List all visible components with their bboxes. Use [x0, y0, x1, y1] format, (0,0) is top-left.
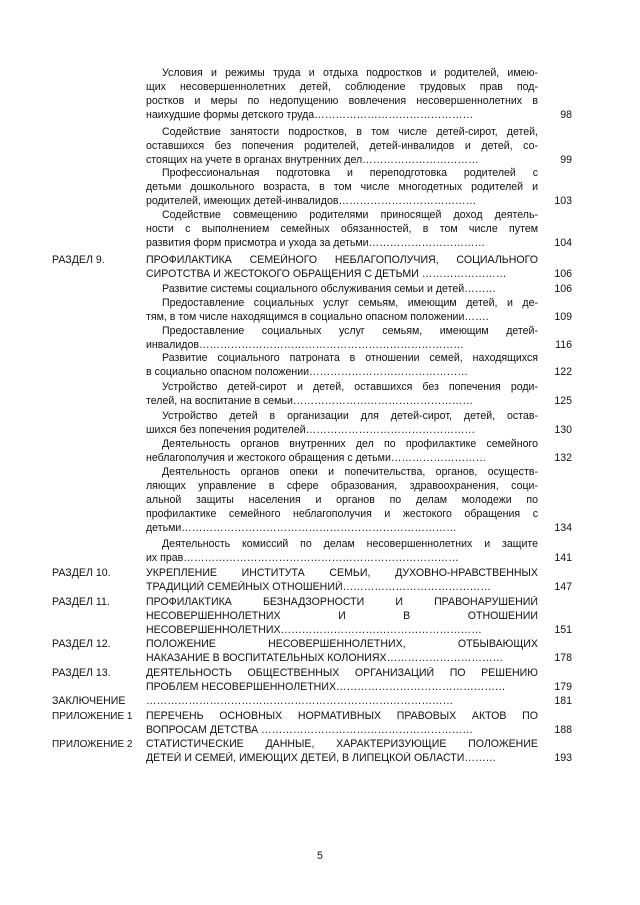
- toc-section-label: ПРИЛОЖЕНИЕ 1: [52, 711, 133, 722]
- toc-entry-line: профилактике семейного неблагополучия и жестокого обращения с: [146, 508, 538, 521]
- toc-section-label: ЗАКЛЮЧЕНИЕ: [52, 695, 126, 707]
- toc-entry-line: ДЕЯТЕЛЬНОСТЬ ОБЩЕСТВЕННЫХ ОРГАНИЗАЦИЙ ПО РЕШЕНИЮ: [146, 667, 538, 679]
- toc-page-number: 116: [555, 339, 572, 352]
- page-number: 5: [317, 850, 323, 862]
- toc-entry-line: Содействие занятости подростков, в том числе детей-сирот, детей,: [162, 126, 538, 138]
- toc-entry-line: Деятельность органов внутренних дел по профилактике семейного: [162, 438, 538, 450]
- toc-entry-line: их прав……………………………………………………………………: [146, 552, 459, 565]
- toc-entry-line: оставшихся без попечения родителей, детей-инвалидов и детей, со-: [146, 140, 538, 153]
- toc-page-number: 141: [554, 552, 572, 565]
- toc-entry-line: неблагополучия и жестокого обращения с детьми………………………: [146, 452, 487, 465]
- toc-page-number: 99: [560, 154, 572, 167]
- toc-section-label: РАЗДЕЛ 9.: [52, 254, 105, 266]
- toc-page-number: 125: [554, 395, 572, 408]
- toc-page-number: 151: [554, 624, 572, 637]
- toc-page-number: 109: [554, 311, 572, 324]
- toc-page-number: 130: [554, 424, 572, 437]
- toc-entry-line: родителей, имеющих детей-инвалидов…………………………………: [146, 195, 477, 208]
- toc-entry-line: детьми дошкольного возраста, в том числе многодетных родителей и: [146, 181, 538, 194]
- toc-entry-line: НАКАЗАНИЕ В ВОСПИТАТЕЛЬНЫХ КОЛОНИЯХ……………………………: [146, 652, 504, 665]
- toc-section-label: РАЗДЕЛ 10.: [52, 567, 111, 579]
- toc-entry-line: ПЕРЕЧЕНЬ ОСНОВНЫХ НОРМАТИВНЫХ ПРАВОВЫХ АКТОВ ПО: [146, 710, 538, 722]
- toc-entry-line: альной защиты населения и органов по делам молодежи по: [146, 494, 538, 507]
- toc-entry-line: Условия и режимы труда и отдыха подростков и родителей, имею-: [162, 67, 538, 79]
- toc-entry-line: Предоставление социальных услуг семьям, имеющим детей-: [162, 325, 538, 337]
- toc-entry-line: Деятельность комиссий по делам несовершеннолетних и защите: [162, 538, 538, 550]
- toc-entry-line: наихудшие формы детского труда………………………………………: [146, 109, 474, 122]
- toc-entry-line: Деятельность органов опеки и попечительства, органов, осуществ-: [162, 466, 538, 478]
- toc-entry-line: ДЕТЕЙ И СЕМЕЙ, ИМЕЮЩИХ ДЕТЕЙ, В ЛИПЕЦКОЙ ОБЛАСТИ………: [146, 752, 497, 765]
- toc-entry-line: ростков и меры по недопущению вовлечения несовершеннолетних в: [146, 95, 538, 108]
- toc-entry-line: тям, в том числе находящимся в социально опасном положении…….: [146, 311, 489, 324]
- toc-entry-line: Профессиональная подготовка и переподготовка родителей с: [162, 167, 538, 179]
- toc-section-label: РАЗДЕЛ 12.: [52, 638, 111, 650]
- toc-entry-line: ВОПРОСАМ ДЕТСТВА ……………………………………………………: [146, 724, 473, 737]
- toc-page-number: 178: [554, 652, 572, 665]
- toc-page-number: 179: [554, 681, 572, 694]
- toc-entry-line: ПОЛОЖЕНИЕ НЕСОВЕРШЕННОЛЕТНИХ, ОТБЫВАЮЩИХ: [146, 638, 538, 650]
- toc-page-number: 181: [554, 695, 572, 707]
- toc-entry-line: Содействие совмещению родителями приносящей доход деятель-: [162, 209, 538, 221]
- toc-entry-line: развития форм присмотра и ухода за детьми……………………………: [146, 237, 486, 250]
- toc-page-number: 104: [554, 237, 572, 250]
- toc-page-number: 103: [554, 195, 572, 208]
- toc-entry-line: шихся без попечения родителей…………………………………………: [146, 424, 476, 437]
- toc-section-label: РАЗДЕЛ 11.: [52, 596, 110, 608]
- toc-entry-line: ……………………………………………………………………………: [146, 695, 454, 707]
- toc-entry-line: щих несовершеннолетних детей, соблюдение трудовых прав под-: [146, 81, 538, 94]
- toc-entry-line: Предоставление социальных услуг семьям, имеющим детей, и де-: [162, 297, 538, 309]
- toc-section-label: РАЗДЕЛ 13.: [52, 667, 111, 679]
- toc-page-number: 106: [554, 283, 572, 295]
- toc-page-number: 188: [554, 724, 572, 737]
- toc-entry-line: в социально опасном положении………………………………………: [146, 366, 468, 379]
- toc-entry-line: ляющих управление в сфере образования, здравоохранения, соци-: [146, 480, 538, 493]
- toc-page-number: 122: [554, 366, 572, 379]
- toc-entry-line: НЕСОВЕРШЕННОЛЕТНИХ И В ОТНОШЕНИИ: [146, 610, 538, 623]
- toc-section-label: ПРИЛОЖЕНИЕ 2: [52, 739, 133, 750]
- toc-entry-line: инвалидов…………………………………………………………………: [146, 339, 464, 352]
- toc-page-number: 147: [554, 581, 572, 594]
- toc-entry-line: ТРАДИЦИЙ СЕМЕЙНЫХ ОТНОШЕНИЙ……………………………………: [146, 581, 491, 594]
- toc-entry-line: ПРОФИЛАКТИКА БЕЗНАДЗОРНОСТИ И ПРАВОНАРУШЕНИЙ: [146, 596, 538, 608]
- toc-entry-line: Развитие системы социального обслуживания семьи и детей………: [162, 283, 496, 295]
- toc-page-number: 193: [554, 752, 572, 765]
- toc-entry-line: НЕСОВЕРШЕННОЛЕТНИХ…………………………………………………: [146, 624, 482, 637]
- toc-entry-line: СИРОТСТВА И ЖЕСТОКОГО ОБРАЩЕНИЯ С ДЕТЬМИ ……………………: [146, 268, 507, 281]
- toc-entry-line: Устройство детей-сирот и детей, оставшихся без попечения роди-: [162, 381, 538, 393]
- toc-page-number: 106: [554, 268, 572, 281]
- toc-entry-line: ПРОБЛЕМ НЕСОВЕРШЕННОЛЕТНИХ…………………………………………: [146, 681, 506, 694]
- toc-entry-line: телей, на воспитание в семьи……………………………………………: [146, 395, 473, 408]
- toc-entry-line: УКРЕПЛЕНИЕ ИНСТИТУТА СЕМЬИ, ДУХОВНО-НРАВСТВЕННЫХ: [146, 567, 538, 579]
- toc-entry-line: Развитие социального патроната в отношении семей, находящихся: [162, 352, 538, 364]
- toc-entry-line: Устройство детей в организации для детей-сирот, детей, остав-: [162, 410, 538, 422]
- toc-entry-line: ности с выполнением семейных обязанностей, в том числе путем: [146, 223, 538, 236]
- toc-entry-line: СТАТИСТИЧЕСКИЕ ДАННЫЕ, ХАРАКТЕРИЗУЮЩИЕ ПОЛОЖЕНИЕ: [146, 738, 538, 750]
- toc-entry-line: ПРОФИЛАКТИКА СЕМЕЙНОГО НЕБЛАГОПОЛУЧИЯ, СОЦИАЛЬНОГО: [146, 254, 538, 266]
- toc-entry-line: детьми……………………………………………………………………: [146, 522, 457, 535]
- toc-entry-line: стоящих на учете в органах внутренних дел……………………………: [146, 154, 479, 167]
- toc-page-number: 134: [554, 522, 572, 535]
- toc-page-number: 132: [554, 452, 572, 465]
- toc-page-number: 98: [560, 109, 572, 122]
